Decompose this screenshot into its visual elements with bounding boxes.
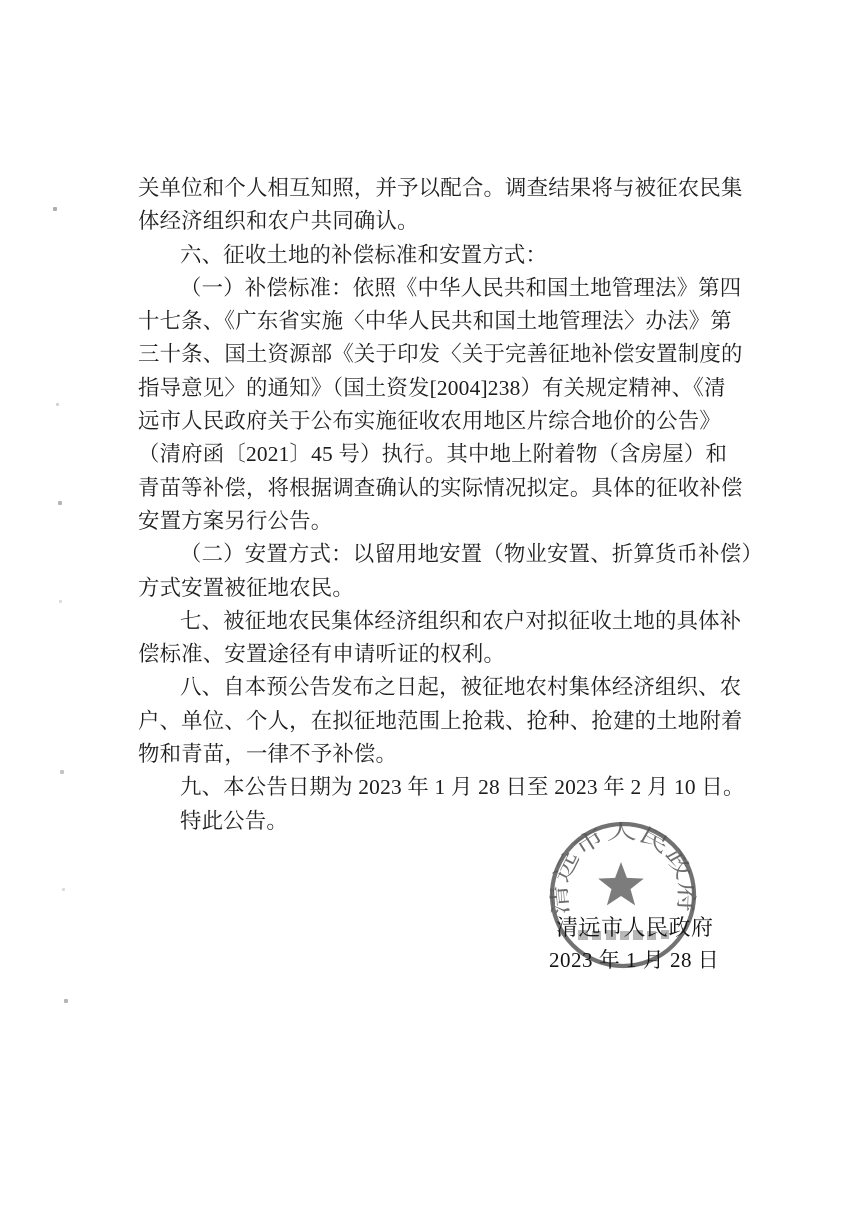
scan-speck xyxy=(56,403,59,406)
text-line: 九、本公告日期为 2023 年 1 月 28 日至 2023 年 2 月 10 日。 xyxy=(180,775,745,800)
text-line: 八、自本预公告发布之日起，被征地农村集体经济组织、农 xyxy=(180,675,742,700)
text-line: 三十条、国土资源部《关于印发〈关于完善征地补偿安置制度的 xyxy=(138,342,743,367)
text-line: 安置方案另行公告。 xyxy=(138,508,333,533)
text-line: 户、单位、个人，在拟征地范围上抢栽、抢种、抢建的土地附着 xyxy=(138,708,743,733)
scan-speck xyxy=(62,888,65,891)
scan-speck xyxy=(58,501,62,505)
text-line: 十七条、《广东省实施〈中华人民共和国土地管理法〉办法》第 xyxy=(138,309,732,334)
text-line: 远市人民政府关于公布实施征收农用地区片综合地价的公告》 xyxy=(138,409,721,434)
scan-speck xyxy=(64,999,68,1003)
text-line: 青苗等补偿，将根据调查确认的实际情况拟定。具体的征收补偿 xyxy=(138,475,743,500)
issue-date: 2023 年 1 月 28 日 xyxy=(549,948,720,972)
text-line: 六、征收土地的补偿标准和安置方式： xyxy=(180,242,548,267)
text-line: 方式安置被征地农民。 xyxy=(138,575,354,600)
text-line: 七、被征地农民集体经济组织和农户对拟征收土地的具体补 xyxy=(180,608,742,633)
scan-speck xyxy=(59,600,62,603)
issuer-signature: 清远市人民政府 xyxy=(556,915,714,940)
text-line: （清府函〔2021〕45 号）执行。其中地上附着物（含房屋）和 xyxy=(138,442,728,467)
text-line: （一）补偿标准：依照《中华人民共和国土地管理法》第四 xyxy=(180,275,742,300)
seal-star-icon xyxy=(598,862,644,905)
text-line: 指导意见〉的通知》（国土资发[2004]238）有关规定精神、《清 xyxy=(138,375,726,400)
text-line: 特此公告。 xyxy=(180,808,288,833)
text-line: 关单位和个人相互知照，并予以配合。调查结果将与被征农民集 xyxy=(138,176,743,200)
announcement-body xyxy=(138,172,763,838)
scan-speck xyxy=(60,770,64,774)
text-line: 体经济组织和农户共同确认。 xyxy=(138,209,419,234)
text-line: 物和青苗，一律不予补偿。 xyxy=(138,742,398,767)
text-line: 偿标准、安置途径有申请听证的权利。 xyxy=(138,642,506,667)
scan-speck xyxy=(53,207,57,211)
seal-arc-text: 清远市人民政府 xyxy=(547,819,699,917)
text-line: （二）安置方式：以留用地安置（物业安置、折算货币补偿） xyxy=(180,542,763,567)
